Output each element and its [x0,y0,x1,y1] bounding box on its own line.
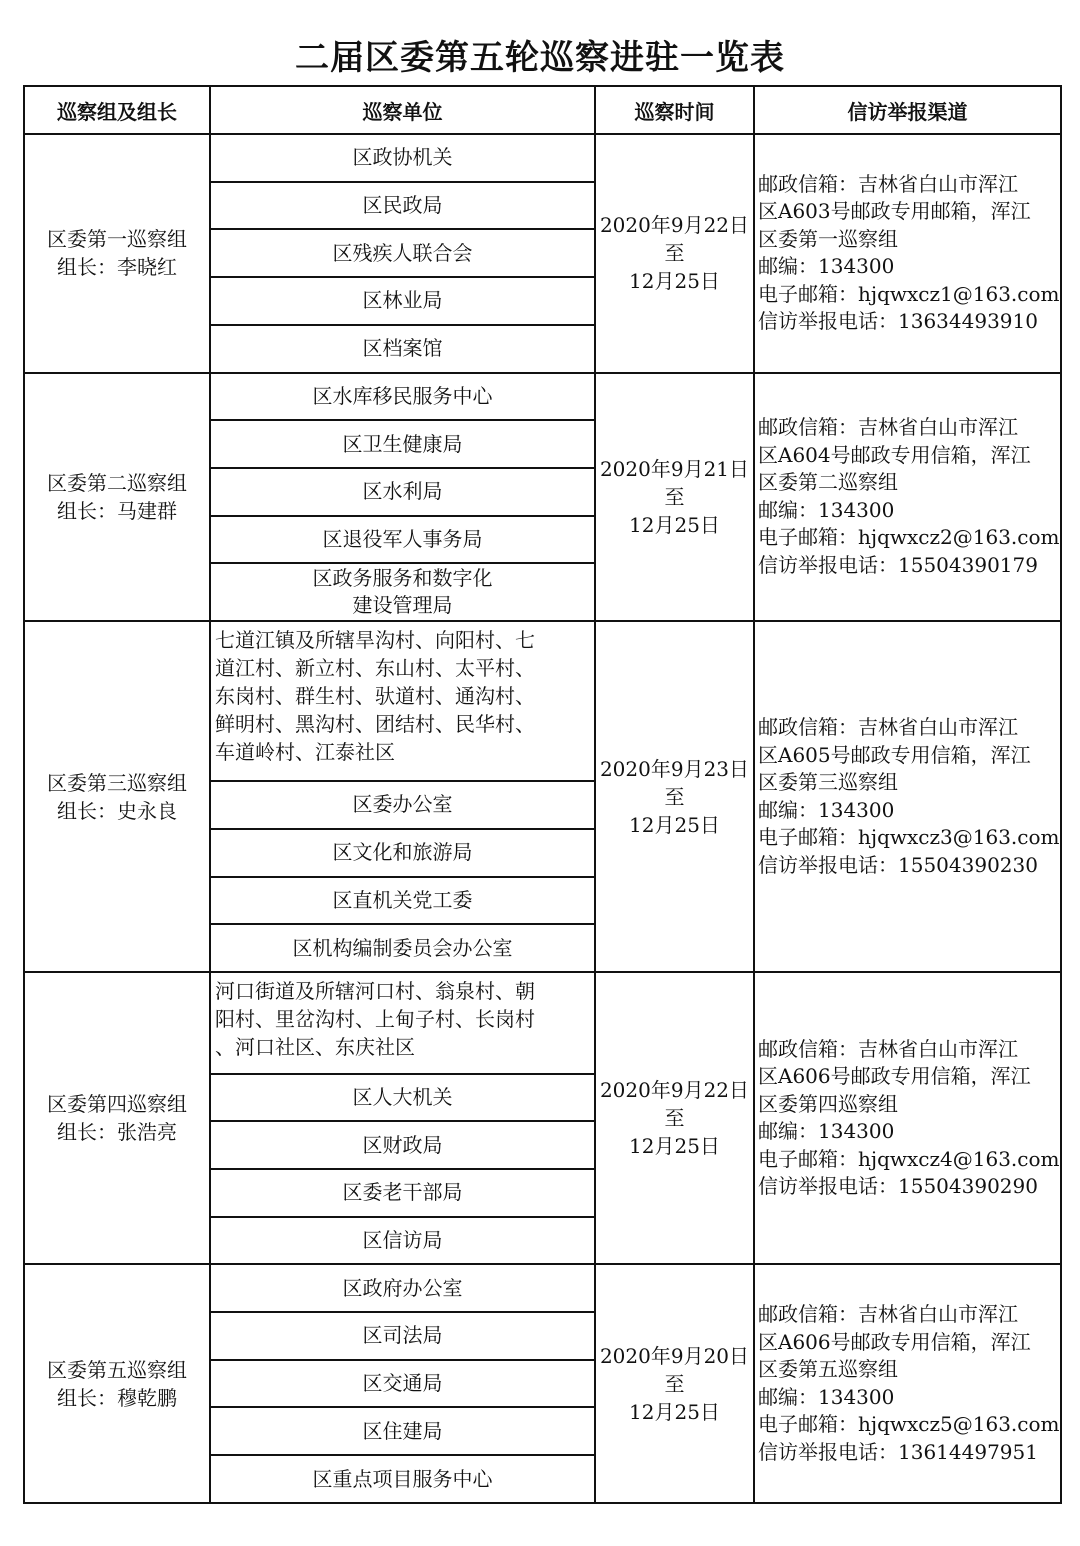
inspection-table [23,85,1062,1504]
unit-text: 区林业局 [362,288,443,313]
group-cell [24,1264,210,1503]
group-name: 区委第四巡察组 [47,1092,187,1117]
table-row [24,134,1061,182]
time-text: 至 [664,1371,685,1396]
unit-text: 区直机关党工委 [332,887,473,912]
group-leader: 组长：史永良 [57,798,177,823]
time-cell [595,1264,754,1503]
group-cell [24,972,210,1264]
time-text: 2020年9月23日 [599,756,750,781]
unit-text: 七道江镇及所辖旱沟村、向阳村、七 [215,628,535,653]
time-text: 2020年9月20日 [599,1343,750,1368]
unit-text: 建设管理局 [352,593,453,618]
group-leader: 组长：李晓红 [57,255,177,280]
contact-line: 区A603号邮政专用邮箱，浑江 [758,199,1031,224]
contact-line: 邮编：134300 [758,797,895,822]
contact-line: 电子邮箱：hjqwxcz3@163.com [758,825,1060,850]
contact-line: 邮编：134300 [758,497,895,522]
unit-cell [210,277,595,325]
unit-text: 区退役军人事务局 [322,526,483,551]
time-text: 2020年9月22日 [599,213,750,238]
unit-text: 区政务服务和数字化 [312,566,493,591]
contact-cell [754,621,1061,972]
contact-cell [754,972,1061,1264]
time-text: 12月25日 [629,1399,720,1424]
unit-text: 车道岭村、江泰社区 [215,740,395,765]
unit-text: 区委办公室 [352,792,453,817]
unit-text: 区政协机关 [352,145,453,170]
time-text: 至 [664,1106,685,1131]
unit-cell [210,1360,595,1408]
contact-line: 区A606号邮政专用信箱，浑江 [758,1064,1031,1089]
contact-line: 区委第三巡察组 [758,770,898,795]
unit-text: 区财政局 [362,1132,443,1157]
time-text: 至 [664,484,685,509]
time-text: 12月25日 [629,512,720,537]
unit-text: 区人大机关 [352,1084,453,1109]
unit-text: 区水库移民服务中心 [312,383,493,408]
table-row [24,621,1061,781]
contact-line: 电子邮箱：hjqwxcz5@163.com [758,1412,1060,1437]
unit-cell [210,877,595,925]
unit-cell [210,621,595,781]
contact-line: 区委第一巡察组 [758,226,898,251]
group-leader: 组长：张浩亮 [57,1120,177,1145]
unit-text: 区水利局 [362,479,443,504]
contact-line: 区A604号邮政专用信箱，浑江 [758,442,1031,467]
unit-cell [210,924,595,972]
group-cell [24,373,210,622]
time-text: 至 [664,241,685,266]
unit-cell [210,1264,595,1312]
table-row [24,373,1061,421]
unit-cell [210,373,595,421]
contact-line: 信访举报电话：13614497951 [758,1439,1038,1464]
unit-text: 河口街道及所辖河口村、翁泉村、朝 [215,978,535,1003]
contact-line: 邮政信箱：吉林省白山市浑江 [758,715,1018,740]
contact-line: 信访举报电话：15504390179 [758,552,1038,577]
time-text: 12月25日 [629,812,720,837]
contact-line: 邮政信箱：吉林省白山市浑江 [758,415,1018,440]
unit-cell [210,829,595,877]
time-cell [595,134,754,373]
header-unit: 巡察单位 [210,86,595,134]
table-body [24,134,1061,1503]
contact-cell [754,373,1061,622]
unit-text: 东岗村、群生村、驮道村、通沟村、 [215,684,535,709]
unit-text: 区信访局 [362,1228,443,1252]
table-row [24,1264,1061,1312]
unit-text: 区住建局 [362,1418,443,1443]
contact-line: 电子邮箱：hjqwxcz2@163.com [758,525,1060,550]
contact-line: 信访举报电话：15504390230 [758,852,1038,877]
table-row [24,972,1061,1074]
unit-cell [210,1217,595,1265]
unit-cell [210,563,595,621]
unit-text: 、河口社区、东庆社区 [215,1034,415,1059]
time-text: 2020年9月21日 [599,456,750,481]
unit-text: 区政府办公室 [342,1275,463,1300]
unit-text: 区机构编制委员会办公室 [292,935,513,960]
group-cell [24,134,210,373]
unit-cell [210,1074,595,1122]
contact-line: 区A605号邮政专用信箱，浑江 [758,742,1031,767]
time-cell [595,373,754,622]
header-contact: 信访举报渠道 [754,86,1061,134]
unit-cell [210,1169,595,1217]
time-text: 至 [664,784,685,809]
unit-cell [210,516,595,564]
unit-text: 鲜明村、黑沟村、团结村、民华村、 [215,712,535,737]
unit-cell [210,420,595,468]
unit-text: 区卫生健康局 [342,431,463,456]
time-text: 2020年9月22日 [599,1078,750,1103]
contact-line: 区A606号邮政专用信箱，浑江 [758,1329,1031,1354]
group-leader: 组长：穆乾鹏 [57,1385,177,1410]
contact-line: 邮编：134300 [758,1384,895,1409]
contact-line: 邮编：134300 [758,254,895,279]
contact-line: 信访举报电话：13634493910 [758,309,1038,334]
header-time: 巡察时间 [595,86,754,134]
time-cell [595,972,754,1264]
unit-text: 区民政局 [362,193,443,218]
contact-line: 区委第二巡察组 [758,470,898,495]
unit-cell [210,1407,595,1455]
table-header-row [24,86,1061,134]
group-name: 区委第二巡察组 [47,470,187,495]
unit-text: 区残疾人联合会 [332,240,473,265]
contact-line: 邮政信箱：吉林省白山市浑江 [758,1036,1018,1061]
group-leader: 组长：马建群 [57,498,177,523]
contact-cell [754,134,1061,373]
contact-line: 邮政信箱：吉林省白山市浑江 [758,1302,1018,1327]
unit-cell [210,229,595,277]
group-cell [24,621,210,972]
contact-line: 区委第五巡察组 [758,1357,898,1382]
contact-cell [754,1264,1061,1503]
contact-line: 邮编：134300 [758,1119,895,1144]
unit-cell [210,1455,595,1503]
unit-cell [210,972,595,1074]
time-text: 12月25日 [629,1134,720,1159]
contact-line: 电子邮箱：hjqwxcz4@163.com [758,1146,1060,1171]
unit-cell [210,468,595,516]
unit-cell [210,325,595,373]
unit-text: 道江村、新立村、东山村、太平村、 [215,656,535,681]
page-title: 二届区委第五轮巡察进驻一览表 [295,38,785,78]
group-name: 区委第三巡察组 [47,770,187,795]
contact-line: 电子邮箱：hjqwxcz1@163.com [758,281,1060,306]
contact-line: 邮政信箱：吉林省白山市浑江 [758,171,1018,196]
unit-text: 区重点项目服务中心 [312,1466,493,1491]
header-group: 巡察组及组长 [24,86,210,134]
time-cell [595,621,754,972]
time-text: 12月25日 [629,269,720,294]
unit-text: 区档案馆 [362,336,443,361]
contact-line: 信访举报电话：15504390290 [758,1174,1038,1199]
unit-cell [210,781,595,829]
group-name: 区委第一巡察组 [47,227,187,252]
contact-line: 区委第四巡察组 [758,1091,898,1116]
unit-cell [210,134,595,182]
unit-text: 区交通局 [362,1371,443,1396]
group-name: 区委第五巡察组 [47,1357,187,1382]
unit-cell [210,182,595,230]
unit-cell [210,1312,595,1360]
unit-text: 阳村、里岔沟村、上甸子村、长岗村 [215,1006,535,1031]
unit-text: 区司法局 [362,1323,443,1348]
unit-text: 区委老干部局 [342,1180,463,1205]
unit-cell [210,1121,595,1169]
unit-text: 区文化和旅游局 [332,840,473,865]
